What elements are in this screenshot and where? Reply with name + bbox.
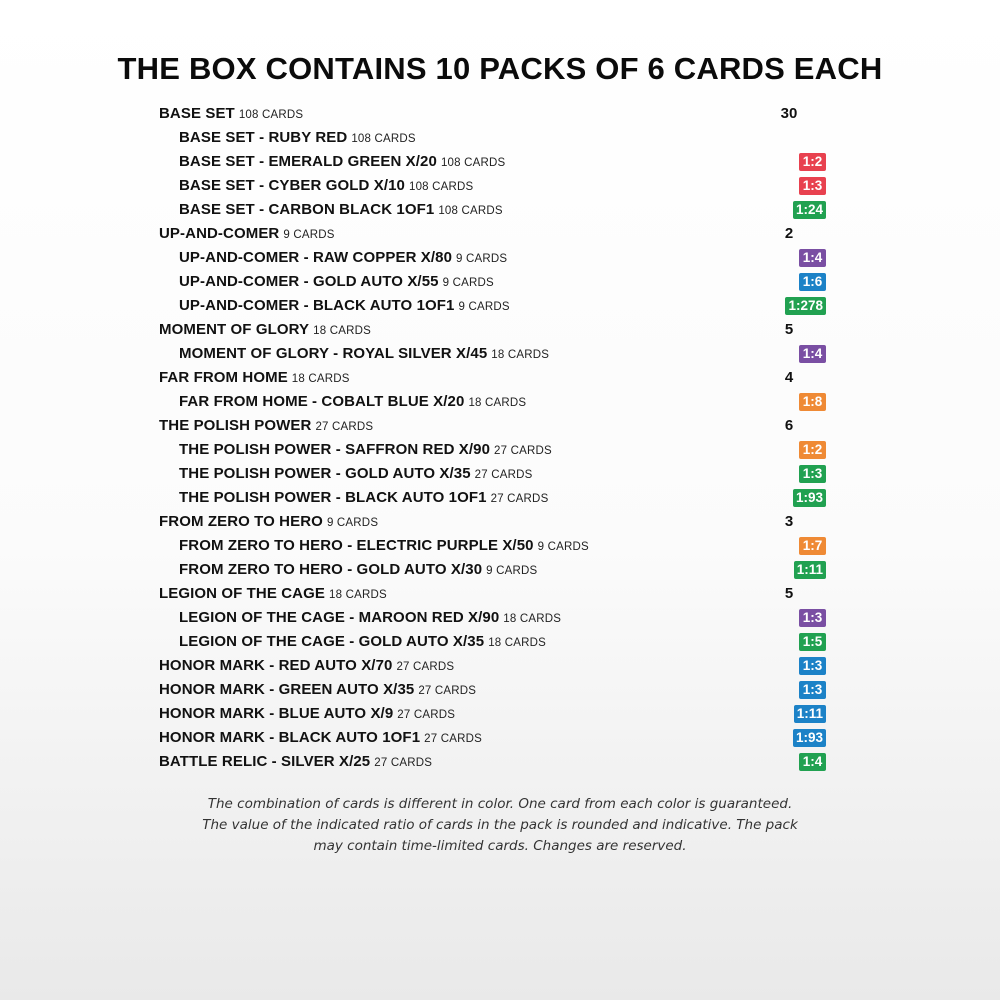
- footnote-line-3: may contain time-limited cards. Changes are reserved.: [313, 838, 687, 854]
- card-count: 27 CARDS: [494, 445, 552, 457]
- odds-badge: 1:7: [799, 537, 826, 555]
- card-count: 9 CARDS: [486, 565, 538, 577]
- card-subset-row: [159, 606, 839, 630]
- card-count: 108 CARDS: [438, 205, 503, 217]
- card-count: 27 CARDS: [474, 469, 533, 481]
- set-name: FROM ZERO TO HERO: [159, 513, 323, 530]
- cards-per-box: 6: [784, 417, 794, 434]
- card-count: 27 CARDS: [315, 421, 374, 433]
- row-label: [159, 438, 552, 462]
- card-subset-row: [159, 558, 839, 582]
- set-name: BASE SET - EMERALD GREEN X/20: [179, 153, 437, 170]
- odds-badge: 1:3: [799, 609, 826, 627]
- set-name: MOMENT OF GLORY - ROYAL SILVER X/45: [179, 345, 488, 362]
- card-subset-row: [159, 462, 839, 486]
- row-label: [159, 342, 549, 366]
- row-label: [159, 414, 373, 438]
- set-name: THE POLISH POWER: [159, 417, 312, 434]
- odds-badge: 1:278: [785, 297, 826, 315]
- row-label: [159, 750, 432, 774]
- card-count: 27 CARDS: [397, 709, 456, 721]
- card-count: 9 CARDS: [283, 229, 335, 241]
- card-count: 9 CARDS: [326, 517, 379, 529]
- row-label: [159, 510, 378, 534]
- cards-per-box: 2: [784, 225, 794, 242]
- row-label: [159, 246, 507, 270]
- set-name: FROM ZERO TO HERO - ELECTRIC PURPLE X/50: [179, 537, 534, 554]
- odds-badge: 1:4: [799, 753, 826, 771]
- row-label: [159, 462, 533, 486]
- card-subset-row: [159, 126, 839, 150]
- card-count: 27 CARDS: [374, 757, 433, 769]
- card-count: 27 CARDS: [490, 493, 549, 505]
- card-subset-row: [159, 174, 839, 198]
- row-label: [159, 174, 473, 198]
- row-label: [159, 702, 455, 726]
- card-count: 9 CARDS: [442, 277, 494, 289]
- row-label: [159, 318, 371, 342]
- card-count: 108 CARDS: [408, 181, 474, 193]
- card-set-row: [159, 414, 839, 438]
- odds-badge: 1:3: [799, 657, 826, 675]
- card-count: 18 CARDS: [313, 325, 371, 337]
- card-subset-row: [159, 438, 839, 462]
- card-subset-row: [159, 150, 839, 174]
- odds-badge: 1:3: [799, 465, 826, 483]
- cards-per-box: 4: [784, 369, 794, 386]
- card-set-row: [159, 678, 839, 702]
- set-name: BASE SET: [159, 105, 235, 122]
- odds-badge: 1:24: [793, 201, 826, 219]
- card-subset-row: [159, 198, 839, 222]
- card-count: 108 CARDS: [238, 109, 304, 121]
- set-name: FROM ZERO TO HERO - GOLD AUTO X/30: [179, 561, 483, 578]
- card-set-row: [159, 366, 839, 390]
- row-label: [159, 150, 505, 174]
- set-name: BASE SET - CYBER GOLD X/10: [179, 177, 405, 194]
- card-count: 18 CARDS: [503, 613, 562, 625]
- card-count: 108 CARDS: [351, 133, 416, 145]
- row-label: [159, 582, 387, 606]
- card-subset-row: [159, 246, 839, 270]
- odds-badge: 1:2: [799, 153, 826, 171]
- row-label: [159, 606, 561, 630]
- card-count: 18 CARDS: [468, 397, 527, 409]
- card-count: 27 CARDS: [424, 733, 482, 745]
- footnote: [100, 794, 900, 857]
- row-label: [159, 654, 454, 678]
- card-count: 18 CARDS: [291, 373, 350, 385]
- set-name: UP-AND-COMER - BLACK AUTO 1OF1: [179, 297, 455, 314]
- set-name: LEGION OF THE CAGE: [159, 585, 325, 602]
- footnote-line-1: The combination of cards is different in color. One card from each color is guaranteed.: [207, 796, 793, 812]
- odds-badge: 1:6: [799, 273, 826, 291]
- card-count: 108 CARDS: [440, 157, 506, 169]
- card-set-row: [159, 102, 839, 126]
- card-count: 27 CARDS: [396, 661, 455, 673]
- cards-per-box: 30: [780, 105, 798, 122]
- card-count: 18 CARDS: [491, 349, 550, 361]
- set-name: BASE SET - CARBON BLACK 1OF1: [179, 201, 435, 218]
- row-label: [159, 726, 482, 750]
- card-subset-row: [159, 534, 839, 558]
- card-subset-row: [159, 630, 839, 654]
- card-set-row: [159, 702, 839, 726]
- odds-badge: 1:93: [793, 729, 826, 747]
- odds-badge: 1:11: [794, 561, 826, 579]
- row-label: [159, 366, 350, 390]
- card-set-row: [159, 582, 839, 606]
- row-label: [159, 270, 494, 294]
- odds-badge: 1:93: [793, 489, 826, 507]
- set-name: UP-AND-COMER: [159, 225, 280, 242]
- odds-badge: 1:2: [799, 441, 826, 459]
- footnote-line-2: The value of the indicated ratio of cards in the pack is rounded and indicative. The pack: [202, 817, 798, 833]
- card-count: 18 CARDS: [488, 637, 547, 649]
- card-subset-row: [159, 294, 839, 318]
- set-name: FAR FROM HOME: [159, 369, 288, 386]
- set-name: LEGION OF THE CAGE - GOLD AUTO X/35: [179, 633, 485, 650]
- row-label: [159, 222, 335, 246]
- set-name: UP-AND-COMER - GOLD AUTO X/55: [179, 273, 439, 290]
- card-set-row: [159, 510, 839, 534]
- card-subset-row: [159, 270, 839, 294]
- set-name: HONOR MARK - RED AUTO X/70: [159, 657, 393, 674]
- card-set-row: [159, 318, 839, 342]
- row-label: [159, 630, 546, 654]
- card-count: 9 CARDS: [456, 253, 508, 265]
- row-label: [159, 678, 476, 702]
- card-list: [159, 102, 839, 774]
- row-label: [159, 558, 537, 582]
- row-label: [159, 486, 548, 510]
- card-set-row: [159, 654, 839, 678]
- odds-badge: 1:8: [799, 393, 826, 411]
- card-count: 18 CARDS: [328, 589, 387, 601]
- odds-badge: 1:4: [799, 249, 826, 267]
- set-name: THE POLISH POWER - BLACK AUTO 1OF1: [179, 489, 487, 506]
- card-subset-row: [159, 342, 839, 366]
- set-name: HONOR MARK - BLUE AUTO X/9: [159, 705, 394, 722]
- row-label: [159, 294, 510, 318]
- set-name: HONOR MARK - GREEN AUTO X/35: [159, 681, 415, 698]
- row-label: [159, 198, 503, 222]
- card-set-row: [159, 222, 839, 246]
- set-name: MOMENT OF GLORY: [159, 321, 310, 338]
- row-label: [159, 390, 526, 414]
- card-count: 27 CARDS: [418, 685, 477, 697]
- card-count: 9 CARDS: [458, 301, 510, 313]
- set-name: THE POLISH POWER - GOLD AUTO X/35: [179, 465, 471, 482]
- set-name: THE POLISH POWER - SAFFRON RED X/90: [179, 441, 491, 458]
- set-name: LEGION OF THE CAGE - MAROON RED X/90: [179, 609, 500, 626]
- set-name: HONOR MARK - BLACK AUTO 1OF1: [159, 729, 421, 746]
- card-count: 9 CARDS: [537, 541, 589, 553]
- odds-badge: 1:3: [799, 681, 826, 699]
- odds-badge: 1:4: [799, 345, 826, 363]
- set-name: FAR FROM HOME - COBALT BLUE X/20: [179, 393, 465, 410]
- cards-per-box: 5: [784, 585, 794, 602]
- card-set-row: [159, 750, 839, 774]
- row-label: [159, 534, 589, 558]
- cards-per-box: 5: [784, 321, 794, 338]
- row-label: [159, 102, 303, 126]
- odds-badge: 1:5: [799, 633, 826, 651]
- page-title: THE BOX CONTAINS 10 PACKS OF 6 CARDS EACH: [117, 51, 883, 86]
- set-name: BASE SET - RUBY RED: [179, 129, 348, 146]
- odds-badge: 1:3: [799, 177, 826, 195]
- cards-per-box: 3: [784, 513, 794, 530]
- set-name: UP-AND-COMER - RAW COPPER X/80: [179, 249, 453, 266]
- card-subset-row: [159, 486, 839, 510]
- card-set-row: [159, 726, 839, 750]
- row-label: [159, 126, 416, 150]
- set-name: BATTLE RELIC - SILVER X/25: [159, 753, 371, 770]
- odds-badge: 1:11: [794, 705, 826, 723]
- card-subset-row: [159, 390, 839, 414]
